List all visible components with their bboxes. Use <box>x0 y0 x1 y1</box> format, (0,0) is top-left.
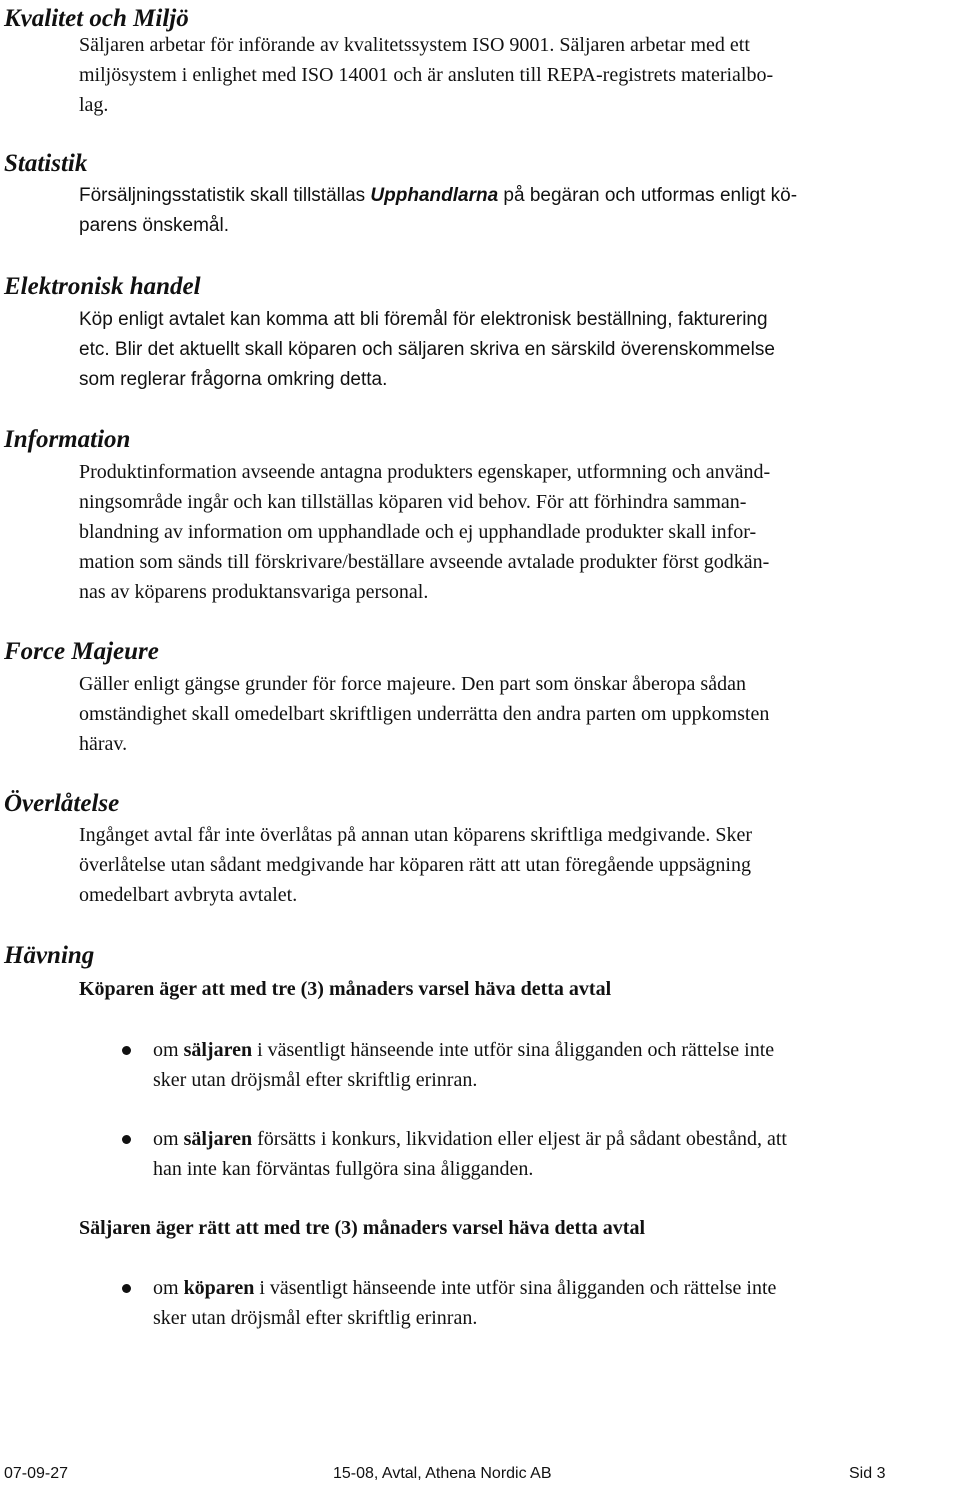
text-line: ningsområde ingår och kan tillställas köparen vid behov. För att förhindra samman- <box>79 491 747 513</box>
text-line <box>153 1273 776 1303</box>
text-run: i väsentligt hänseende inte utför sina åligganden och rättelse inte <box>252 1039 775 1061</box>
text-line: omständighet skall omedelbart skriftligen underrätta den andra parten om uppkomsten <box>79 703 770 725</box>
section-heading: Elektronisk handel <box>4 273 201 300</box>
text-line: mation som sänds till förskrivare/beställare avseende avtalade produkter först godkän- <box>79 551 770 573</box>
section-heading: Information <box>4 426 131 453</box>
text-line: överlåtelse utan sådant medgivande har köparen rätt att utan föregående uppsägning <box>79 854 751 876</box>
bullet-text <box>153 1035 774 1095</box>
text-run: om <box>153 1128 184 1150</box>
section-heading: Statistik <box>4 150 88 177</box>
section-heading: Kvalitet och Miljö <box>4 5 189 32</box>
text-line: härav. <box>79 733 128 755</box>
section-body <box>79 30 959 120</box>
text-line: etc. Blir det aktuellt skall köparen och säljaren skriva en särskild överenskommelse <box>79 339 775 360</box>
text-run: på begäran och utformas enligt kö- <box>498 185 798 206</box>
text-run: om <box>153 1039 184 1061</box>
text-line <box>79 181 959 211</box>
text-line: Gäller enligt gängse grunder för force majeure. Den part som önskar åberopa sådan <box>79 673 746 695</box>
text-line <box>153 1035 774 1065</box>
section-body <box>79 305 959 395</box>
bullet-icon <box>122 1135 131 1144</box>
footer-document-info: 15-08, Avtal, Athena Nordic AB <box>333 1465 552 1482</box>
bold-term: köparen <box>183 1277 255 1299</box>
page-footer <box>0 1464 960 1488</box>
text-run: i väsentligt hänseende inte utför sina åligganden och rättelse inte <box>254 1277 777 1299</box>
emphasis-upphandlarna: Upphandlarna <box>370 185 499 206</box>
bullet-text <box>153 1124 787 1184</box>
text-line: blandning av information om upphandlade och ej upphandlade produkter skall infor- <box>79 521 757 543</box>
text-line: sker utan dröjsmål efter skriftlig erinran. <box>153 1307 478 1329</box>
bullet-text <box>153 1273 776 1333</box>
text-line: Produktinformation avseende antagna produkters egenskaper, utformning och använd- <box>79 461 771 483</box>
section-body <box>79 669 959 759</box>
section-body <box>79 457 959 607</box>
section-body <box>79 820 959 910</box>
seller-clause: Säljaren äger rätt att med tre (3) månaders varsel häva detta avtal <box>79 1217 645 1239</box>
text-line: som reglerar frågorna omkring detta. <box>79 369 388 390</box>
section-heading: Force Majeure <box>4 638 159 665</box>
text-line: Köp enligt avtalet kan komma att bli föremål för elektronisk beställning, fakturering <box>79 309 768 330</box>
footer-page-number: Sid 3 <box>849 1465 886 1482</box>
text-line: han inte kan förväntas fullgöra sina åligganden. <box>153 1158 534 1180</box>
text-line: Ingånget avtal får inte överlåtas på annan utan köparens skriftliga medgivande. Sker <box>79 824 753 846</box>
section-heading: Överlåtelse <box>4 790 120 817</box>
footer-date: 07-09-27 <box>4 1465 69 1482</box>
bullet-icon <box>122 1284 131 1293</box>
bullet-icon <box>122 1046 131 1055</box>
text-line: Säljaren arbetar för införande av kvalitetssystem ISO 9001. Säljaren arbetar med ett <box>79 34 750 56</box>
text-line: sker utan dröjsmål efter skriftlig erinran. <box>153 1069 478 1091</box>
text-line: omedelbart avbryta avtalet. <box>79 884 298 906</box>
bold-term: säljaren <box>183 1039 253 1061</box>
text-line: lag. <box>79 94 109 116</box>
text-line <box>153 1124 787 1154</box>
text-run: om <box>153 1277 184 1299</box>
section-body <box>79 181 959 241</box>
buyer-clause: Köparen äger att med tre (3) månaders varsel häva detta avtal <box>79 978 612 1000</box>
section-heading: Hävning <box>4 942 95 969</box>
text-run: försätts i konkurs, likvidation eller eljest är på sådant obestånd, att <box>252 1128 787 1150</box>
bold-term: säljaren <box>183 1128 253 1150</box>
text-run: Försäljningsstatistik skall tillställas <box>79 185 371 206</box>
text-line: nas av köparens produktansvariga personal. <box>79 581 429 603</box>
text-line: parens önskemål. <box>79 215 229 236</box>
text-line: miljösystem i enlighet med ISO 14001 och är ansluten till REPA-registrets materialbo- <box>79 64 774 86</box>
